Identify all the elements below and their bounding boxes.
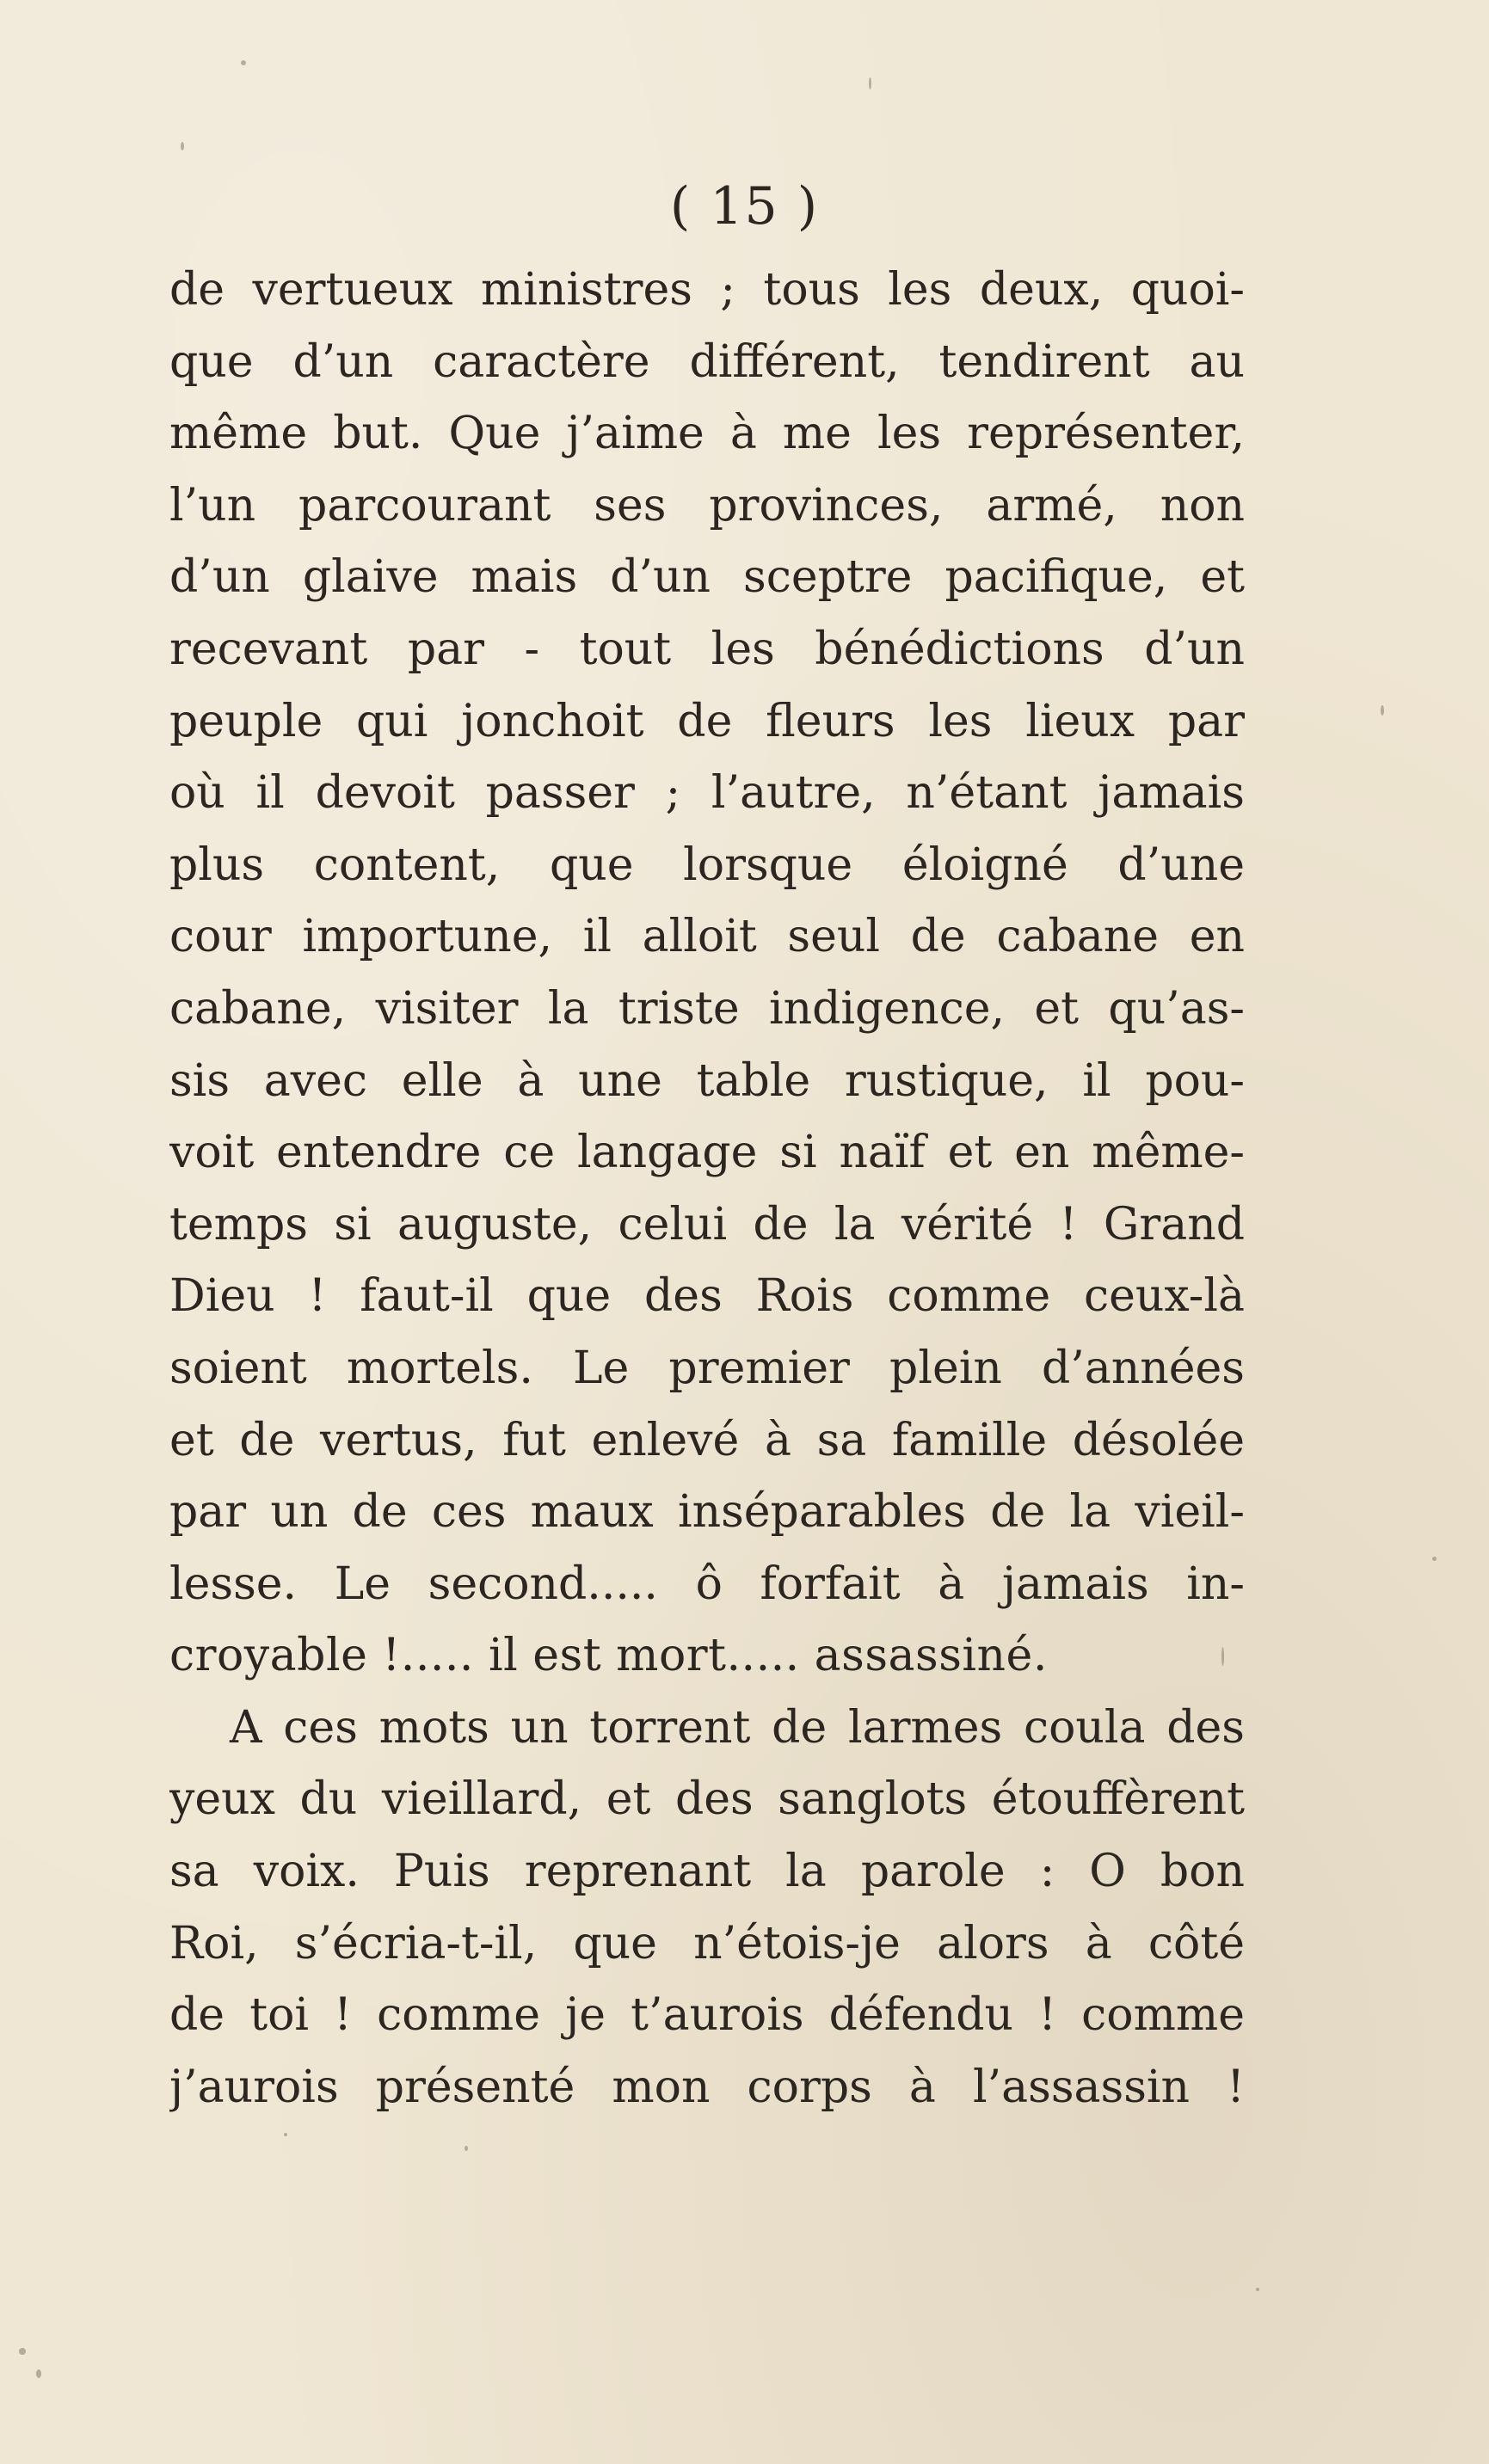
text-line: même but. Que j’aime à me les représenter, [169,408,1245,460]
page-number: ( 15 ) [669,176,820,237]
text-line: peuple qui jonchoit de fleurs les lieux par [169,695,1245,747]
text-line: sis avec elle à une table rustique, il pou- [169,1054,1245,1107]
text-line: Dieu ! faut-il que des Rois comme ceux-là [169,1270,1245,1323]
body-text [169,255,1245,2123]
text-line: yeux du vieillard, et des sanglots étouffèrent [169,1773,1245,1826]
text-line: voit entendre ce langage si naïf et en même- [169,1127,1245,1179]
paper-speck [181,142,184,151]
paper-speck [1256,2288,1259,2291]
text-line: et de vertus, fut enlevé à sa famille désolée [169,1414,1245,1466]
text-line: lesse. Le second..... ô forfait à jamais in- [169,1558,1245,1610]
paper-speck [1432,1557,1437,1561]
text-line: où il devoit passer ; l’autre, n’étant jamais [169,767,1245,820]
text-line: soient mortels. Le premier plein d’années [169,1342,1245,1394]
text-line: cour importune, il alloit seul de cabane en [169,911,1245,963]
paper-speck [241,60,246,65]
text-line: sa voix. Puis reprenant la parole : O bon [169,1846,1245,1898]
text-line: temps si auguste, celui de la vérité ! Grand [169,1198,1245,1250]
paper-speck [284,2133,287,2136]
paper-speck [1381,705,1384,716]
text-line: recevant par - tout les bénédictions d’un [169,623,1245,675]
text-line: plus content, que lorsque éloigné d’une [169,839,1245,891]
text-line: par un de ces maux inséparables de la vieil- [169,1486,1245,1539]
text-line: l’un parcourant ses provinces, armé, non [169,479,1245,532]
text-line: j’aurois présenté mon corps à l’assassin ! [169,2061,1245,2113]
paper-speck [36,2369,41,2378]
paper-speck [19,2348,26,2355]
paper-speck [465,2146,468,2151]
paragraph-first-line: A ces mots un torrent de larmes coula des [230,1701,1245,1754]
text-line: que d’un caractère différent, tendirent au [169,335,1245,388]
paragraph-last-line: croyable !..... il est mort..... assassiné. [169,1630,1048,1682]
paper-speck [1221,1647,1224,1666]
text-line: d’un glaive mais d’un sceptre pacifique, et [169,551,1245,604]
paper-speck [869,77,871,89]
text-line: cabane, visiter la triste indigence, et qu’as- [169,982,1245,1035]
text-line: Roi, s’écria-t-il, que n’étois-je alors à côté [169,1917,1245,1969]
text-line: de vertueux ministres ; tous les deux, quoi- [169,264,1245,316]
text-line: de toi ! comme je t’aurois défendu ! comme [169,1989,1245,2042]
